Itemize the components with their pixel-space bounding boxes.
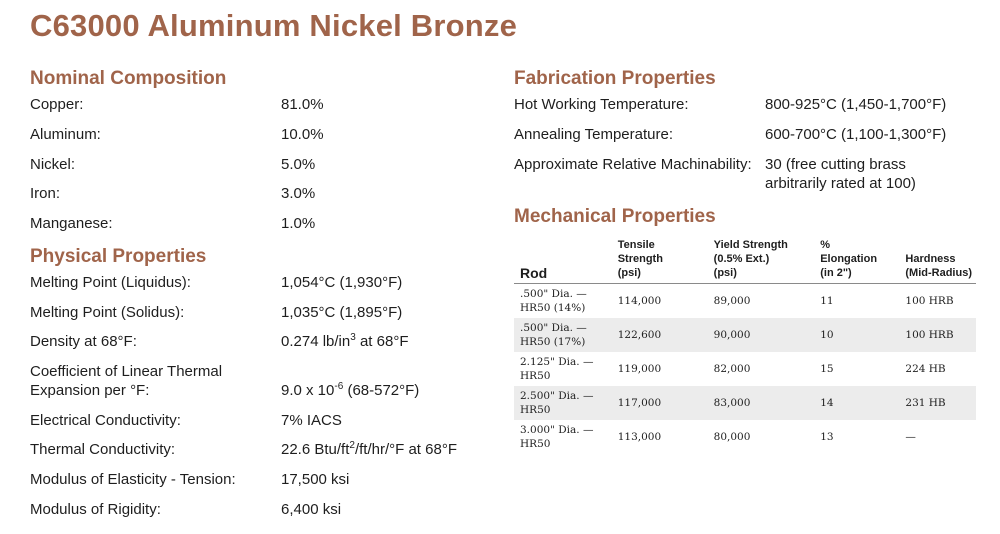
property-label: Modulus of Elasticity - Tension: [30,471,236,488]
header-line: (Mid-Radius) [905,267,972,279]
value-text: at 68°F [355,333,409,350]
hardness-cell: 224 HB [905,363,946,375]
rod-line: HR50 [520,404,551,416]
property-label [30,362,222,400]
rod-line: HR50 (17%) [520,336,586,348]
elongation-cell: 15 [820,363,834,375]
header-line: Tensile [617,239,655,251]
property-value: 7% IACS [281,412,342,429]
elongation-cell: 11 [820,295,834,307]
column-header-rod: Rod [514,238,614,284]
property-value [765,155,916,193]
mechanical-properties-table [514,238,976,454]
rod-line: 2.125" Dia. — [520,356,594,368]
header-line: (psi) [713,267,737,279]
header-line: Elongation [820,253,878,265]
superscript: 3 [350,332,356,343]
label-line: Expansion per °F: [30,382,150,399]
composition-value: 3.0% [281,185,316,202]
composition-label: Iron: [30,185,61,202]
property-label: Modulus of Rigidity: [30,501,161,518]
rod-cell [514,318,614,352]
tensile-cell: 117,000 [614,386,710,420]
property-label: Annealing Temperature: [514,126,673,143]
yield-cell: 80,000 [713,431,751,443]
hardness-cell: 100 HRB [901,318,976,352]
table-row [514,352,976,386]
value-text: 9.0 x 10 [281,382,335,399]
value-text: 0.274 lb/in [281,333,351,350]
value-line: arbitrarily rated at 100) [765,175,916,192]
table-row [514,386,976,420]
fabrication-properties-heading: Fabrication Properties [514,68,716,89]
property-label: Thermal Conductivity: [30,441,176,458]
composition-label: Nickel: [30,156,76,173]
header-line: (in 2") [820,267,852,279]
value-text: (68-572°F) [343,382,420,399]
column-header-elongation [816,238,901,284]
label-line: Coefficient of Linear Thermal [30,363,223,380]
header-line: Hardness [905,253,956,265]
rod-cell [514,352,614,386]
mechanical-properties-heading: Mechanical Properties [514,206,716,227]
property-value: 17,500 ksi [281,471,350,488]
composition-value: 10.0% [281,126,324,143]
rod-line: 2.500" Dia. — [520,390,594,402]
rod-cell [514,420,614,454]
composition-label: Copper: [30,96,84,113]
value-text: /ft/hr/°F at 68°F [354,441,457,458]
page-title: C63000 Aluminum Nickel Bronze [30,8,518,43]
hardness-cell: 231 HB [901,386,976,420]
property-label: Melting Point (Liquidus): [30,274,191,291]
header-line: Strength [617,253,663,265]
rod-line: HR50 [520,438,551,450]
rod-cell [514,284,614,319]
column-header-yield-strength [710,238,817,284]
column-header-tensile-strength [614,238,710,284]
composition-label: Aluminum: [30,126,101,143]
yield-cell: 90,000 [710,318,817,352]
property-label: Density at 68°F: [30,333,137,350]
table-header-row [514,238,976,284]
rod-line: HR50 (14%) [520,302,586,314]
yield-cell: 82,000 [713,363,751,375]
rod-cell [514,386,614,420]
composition-label: Manganese: [30,215,113,232]
property-value: 6,400 ksi [281,501,342,518]
nominal-composition-heading: Nominal Composition [30,68,227,89]
rod-line: .500" Dia. — [520,288,587,300]
property-value: 1,054°C (1,930°F) [281,274,403,291]
rod-line: HR50 [520,370,551,382]
hardness-cell: 100 HRB [905,295,954,307]
tensile-cell: 119,000 [617,363,662,375]
header-line: % [820,239,830,251]
superscript: 2 [349,440,355,451]
physical-properties-heading: Physical Properties [30,246,207,267]
header-line: (0.5% Ext.) [713,253,770,265]
yield-cell: 83,000 [710,386,817,420]
composition-value: 81.0% [281,96,324,113]
header-line: Yield Strength [713,239,788,251]
composition-value: 5.0% [281,156,316,173]
tensile-cell: 113,000 [617,431,662,443]
rod-line: 3.000" Dia. — [520,424,594,436]
property-label: Melting Point (Solidus): [30,304,185,321]
property-value: 800-925°C (1,450-1,700°F) [765,96,947,113]
property-value [281,440,457,459]
rod-line: .500" Dia. — [520,322,587,334]
property-value: 600-700°C (1,100-1,300°F) [765,126,947,143]
elongation-cell: 10 [816,318,901,352]
superscript: -6 [334,381,344,392]
table-row [514,284,976,319]
property-label: Hot Working Temperature: [514,96,689,113]
column-header-hardness [901,238,976,284]
composition-value: 1.0% [281,215,316,232]
property-label: Approximate Relative Machinability: [514,156,752,173]
header-line: (psi) [617,267,641,279]
elongation-cell: 13 [820,431,834,443]
table-row [514,318,976,352]
value-line: 30 (free cutting brass [765,156,906,173]
tensile-cell: 122,600 [614,318,710,352]
property-value [281,381,419,400]
elongation-cell: 14 [816,386,901,420]
value-text: 22.6 Btu/ft [281,441,350,458]
property-label: Electrical Conductivity: [30,412,181,429]
tensile-cell: 114,000 [617,295,662,307]
yield-cell: 89,000 [713,295,751,307]
hardness-cell: — [905,431,916,443]
property-value [281,332,409,351]
property-value: 1,035°C (1,895°F) [281,304,403,321]
table-row [514,420,976,454]
